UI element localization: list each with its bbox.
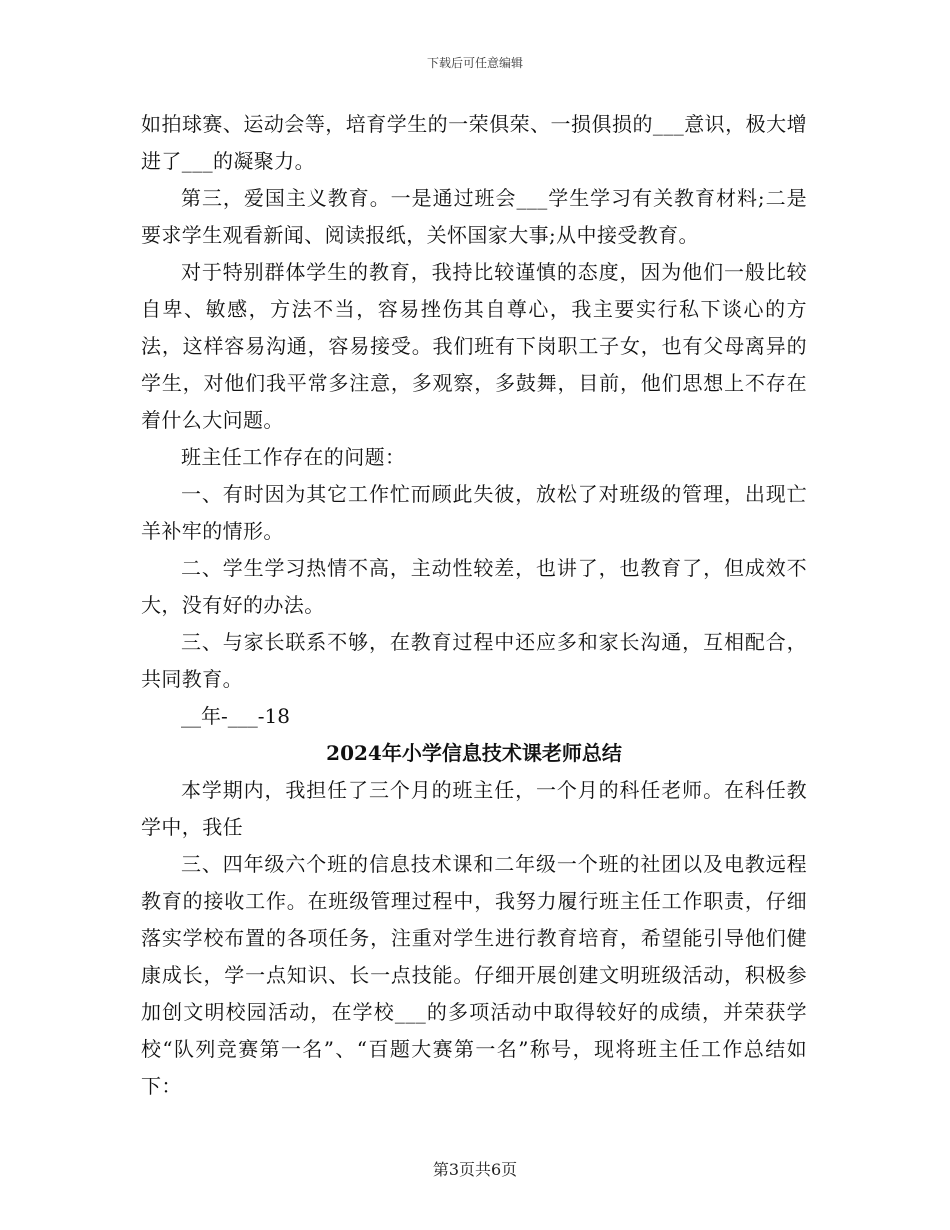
section-paragraph-main: 三、四年级六个班的信息技术课和二年级一个班的社团以及电教远程教育的接收工作。在班级管理过程中，我努力履行班主任工作职责，仔细落实学校布置的各项任务，注重对学生进行教育培育，希望能引导他们健康成长，学一点知识、长一点技能。仔细开展创建文明班级活动，积极参加创文明校园活动，在学校___的多项活动中取得较好的成绩，并荣获学校“队列竞赛第一名”、“百题大赛第一名”称号，现将班主任工作总结如下： (141, 852, 807, 1098)
paragraph-problems-heading: 班主任工作存在的问题： (181, 445, 406, 469)
document-body (141, 106, 807, 1105)
paragraph-problem-2: 二、学生学习热情不高，主动性较差，也讲了，也教育了，但成效不大，没有好的办法。 (141, 556, 807, 617)
paragraph-patriotism: 第三，爱国主义教育。一是通过班会___学生学习有关教育材料;二是要求学生观看新闻、阅读报纸，关怀国家大事;从中接受教育。 (141, 186, 807, 247)
section-title: 2024年小学信息技术课老师总结 (326, 741, 622, 765)
paragraph-problem-3: 三、与家长联系不够，在教育过程中还应多和家长沟通，互相配合，共同教育。 (141, 630, 807, 691)
paragraph-problem-1: 一、有时因为其它工作忙而顾此失彼，放松了对班级的管理，出现亡羊补牢的情形。 (141, 482, 807, 543)
section-paragraph-intro: 本学期内，我担任了三个月的班主任，一个月的科任老师。在科任教学中，我任 (141, 778, 807, 839)
header-note: 下载后可任意编辑 (426, 56, 523, 70)
date-line: __年-___-18 (181, 704, 290, 728)
paragraph-continued: 如拍球赛、运动会等，培育学生的一荣俱荣、一损俱损的___意识，极大增进了___的凝聚力。 (141, 112, 807, 173)
page-indicator: 第3页共6页 (432, 1160, 518, 1179)
paragraph-special-students: 对于特别群体学生的教育，我持比较谨慎的态度，因为他们一般比较自卑、敏感，方法不当，容易挫伤其自尊心，我主要实行私下谈心的方法，这样容易沟通，容易接受。我们班有下岗职工子女，也有父母离异的学生，对他们我平常多注意，多观察，多鼓舞，目前，他们思想上不存在着什么大问题。 (141, 260, 807, 432)
